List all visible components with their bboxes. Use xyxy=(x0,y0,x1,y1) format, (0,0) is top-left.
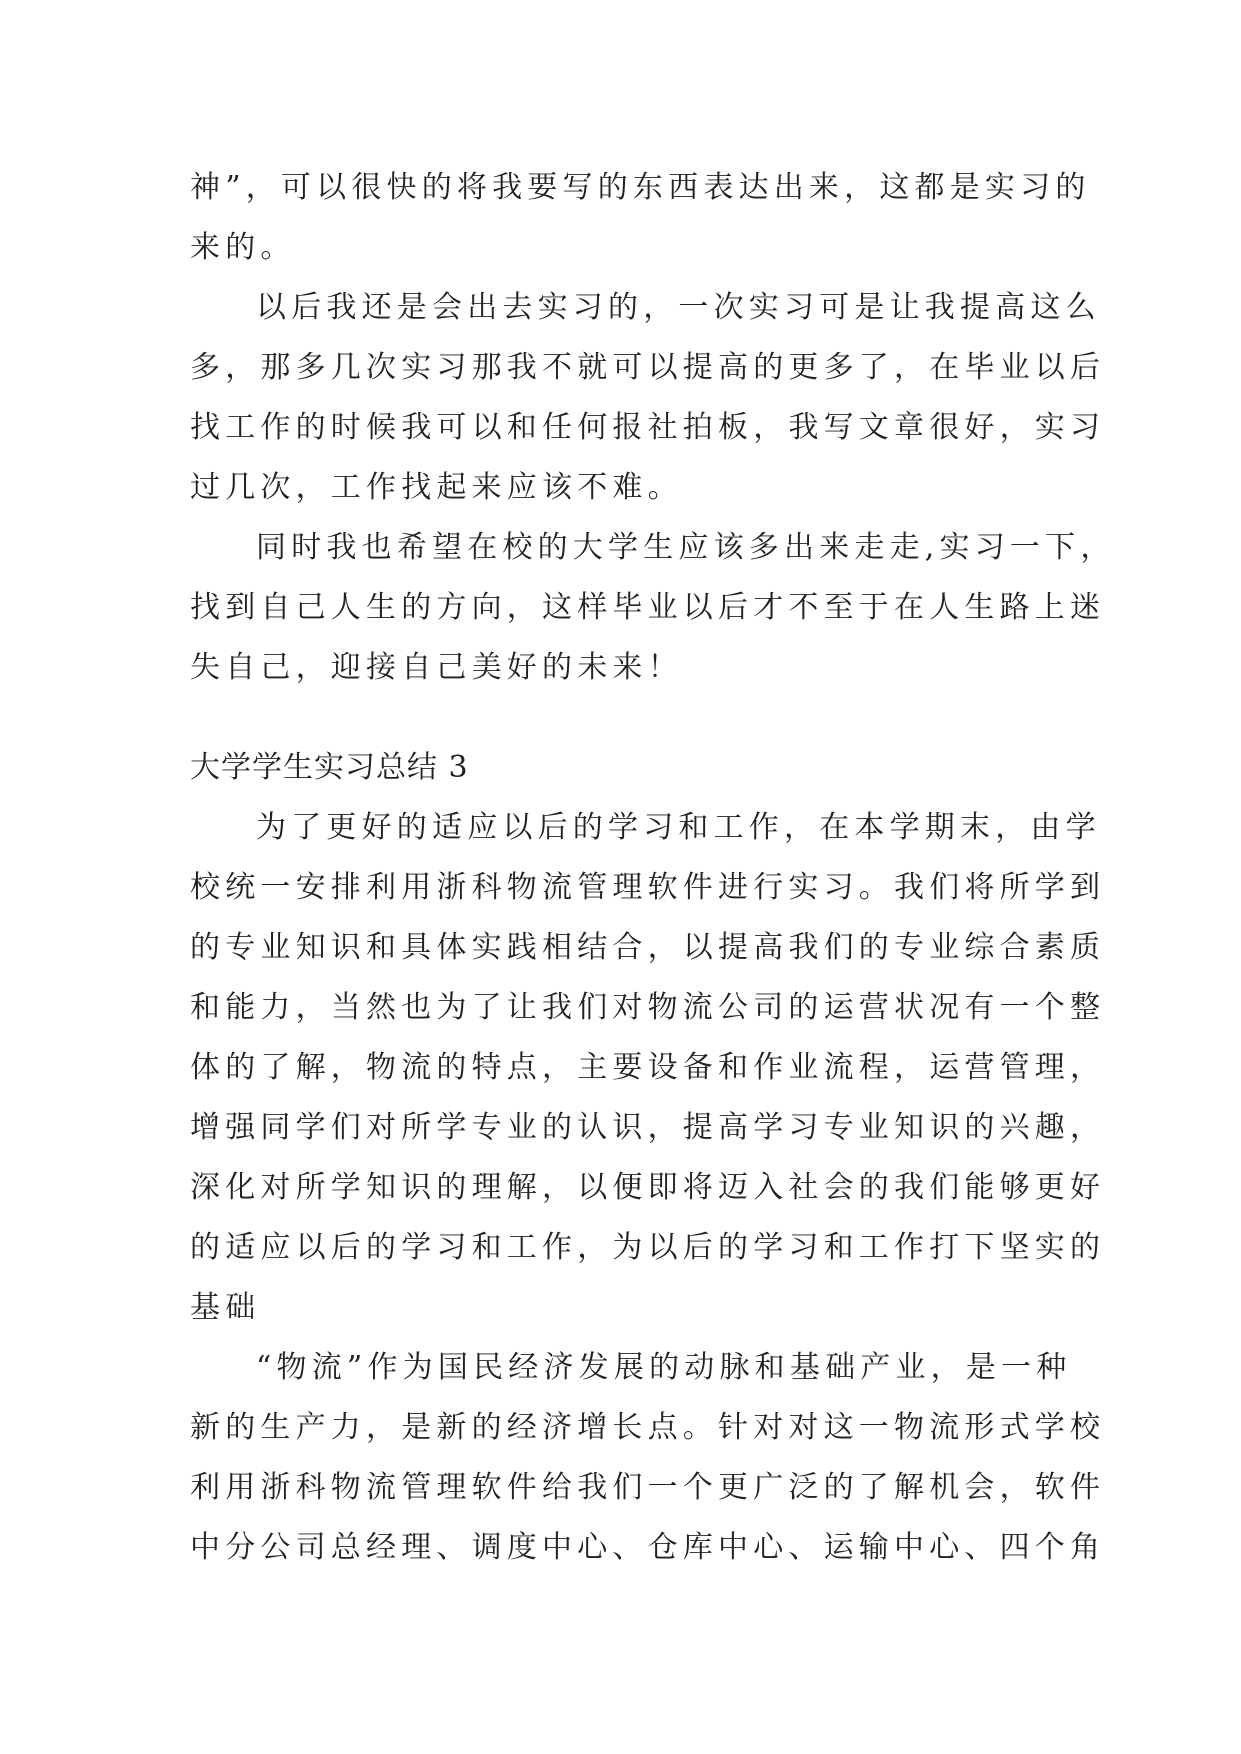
text-line: 基础 xyxy=(190,1290,261,1325)
text-line: 神”，可以很快的将我要写的东西表达出来，这都是实习的 xyxy=(190,170,1091,205)
paragraph-first-line: 同时我也希望在校的大学生应该多出来走走,实习一下， xyxy=(256,530,1116,565)
text-line: 体的了解，物流的特点，主要设备和作业流程，运营管理， xyxy=(190,1050,1106,1085)
text-line: 找到自己人生的方向，这样毕业以后才不至于在人生路上迷 xyxy=(190,590,1106,625)
text-line: 的适应以后的学习和工作，为以后的学习和工作打下坚实的 xyxy=(190,1230,1106,1265)
text-line: 失自己，迎接自己美好的未来！ xyxy=(190,650,683,685)
text-line: 增强同学们对所学专业的认识，提高学习专业知识的兴趣， xyxy=(190,1110,1106,1145)
text-line: 深化对所学知识的理解，以便即将迈入社会的我们能够更好 xyxy=(190,1170,1106,1205)
text-line: 来的。 xyxy=(190,230,296,265)
text-line: 过几次，工作找起来应该不难。 xyxy=(190,470,683,505)
paragraph-first-line: 以后我还是会出去实习的，一次实习可是让我提高这么 xyxy=(256,290,1101,325)
paragraph-first-line: 为了更好的适应以后的学习和工作，在本学期末，由学 xyxy=(256,810,1101,845)
text-line: 中分公司总经理、调度中心、仓库中心、运输中心、四个角 xyxy=(190,1530,1106,1565)
text-line: 找工作的时候我可以和任何报社拍板，我写文章很好，实习 xyxy=(190,410,1106,445)
text-line: 的专业知识和具体实践相结合，以提高我们的专业综合素质 xyxy=(190,930,1106,965)
section-heading: 大学学生实习总结 3 xyxy=(190,750,469,785)
text-line: 校统一安排利用浙科物流管理软件进行实习。我们将所学到 xyxy=(190,870,1106,905)
text-line: 新的生产力，是新的经济增长点。针对对这一物流形式学校 xyxy=(190,1410,1106,1445)
paragraph-first-line: “物流”作为国民经济发展的动脉和基础产业，是一种 xyxy=(256,1350,1072,1385)
text-line: 利用浙科物流管理软件给我们一个更广泛的了解机会，软件 xyxy=(190,1470,1106,1505)
text-line: 多，那多几次实习那我不就可以提高的更多了，在毕业以后 xyxy=(190,350,1106,385)
text-line: 和能力，当然也为了让我们对物流公司的运营状况有一个整 xyxy=(190,990,1106,1025)
